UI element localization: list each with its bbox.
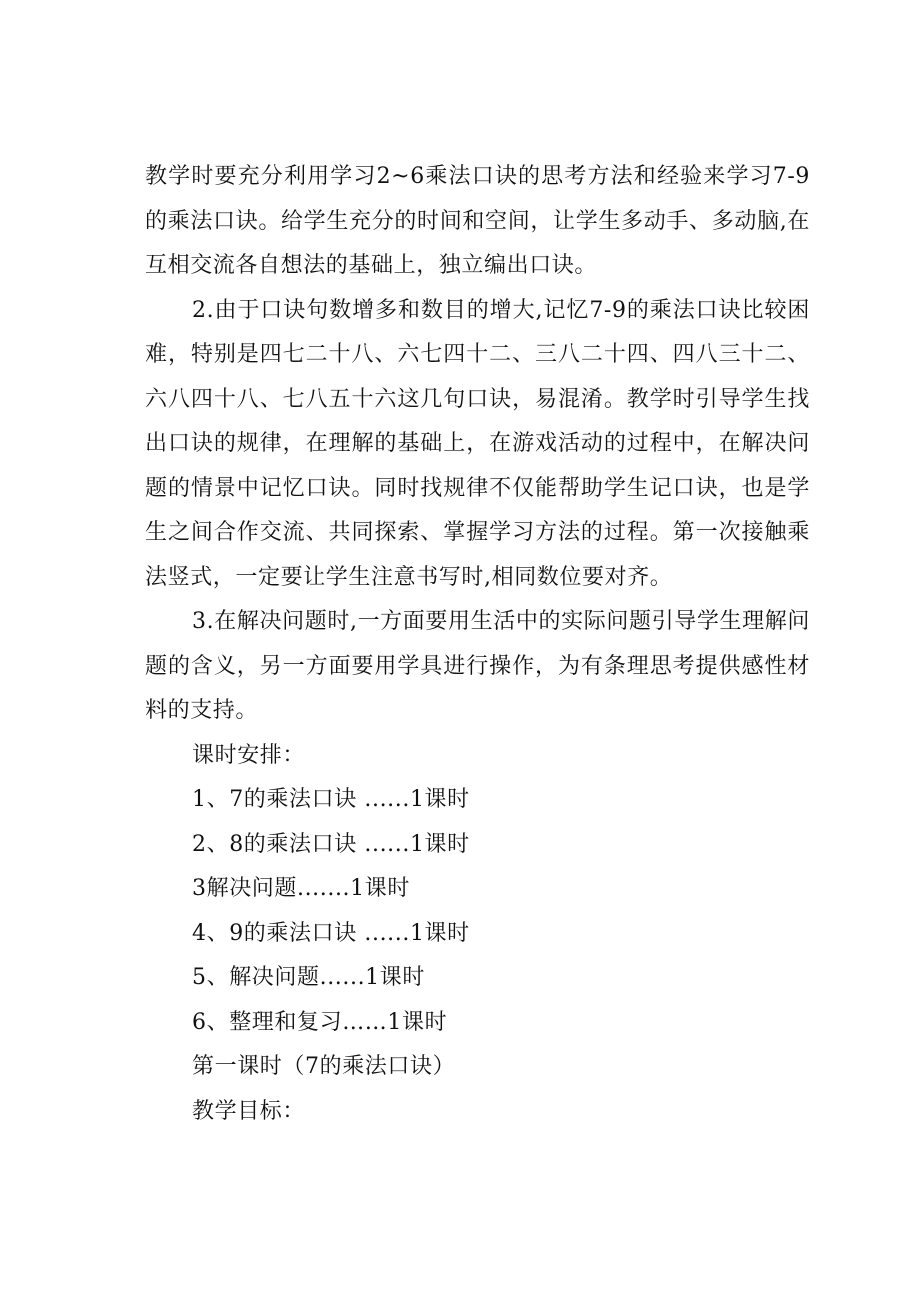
schedule-heading: 课时安排：	[192, 742, 306, 768]
schedule-item: 6、整理和复习……1课时	[192, 1009, 448, 1035]
schedule-item: 1、7的乘法口诀 ......1课时	[192, 787, 470, 812]
lesson-title: 第一课时（7的乘法口诀）	[192, 1054, 456, 1079]
schedule-item: 2、8的乘法口诀 ......1课时	[192, 831, 470, 857]
paragraph-problem-solving: 3.在解决问题时,一方面要用生活中的实际问题引导学生理解问题的含义，另一方面要用学具进行操作，为有条理思考提供感性材料的支持。	[145, 609, 810, 723]
schedule-item: 4、9的乘法口诀 ......1课时	[192, 920, 470, 946]
schedule-section	[145, 734, 810, 1135]
goals-heading: 教学目标：	[192, 1098, 306, 1124]
paragraph-teaching-method: 教学时要充分利用学习2~6乘法口诀的思考方法和经验来学习7-9的乘法口诀。给学生充分的时间和空间，让学生多动手、多动脑,在互相交流各自想法的基础上，独立编出口诀。	[145, 164, 810, 278]
paragraph-memorization: 2.由于口诀句数增多和数目的增大,记忆7-9的乘法口诀比较困难，特别是四七二十八、六七四十二、三八二十四、四八三十二、六八四十八、七八五十六这几句口诀，易混淆。教学时引导学生找出口诀的规律，在理解的基础上，在游戏活动的过程中，在解决问题的情景中记忆口诀。同时找规律不仅能帮助学生记口诀，也是学生之间合作交流、共同探索、掌握学习方法的过程。第一次接触乘法竖式，一定要让学生注意书写时,相同数位要对齐。	[145, 297, 810, 590]
schedule-item: 3解决问题.......1课时	[192, 876, 410, 901]
document-body	[145, 155, 810, 1134]
schedule-item: 5、解决问题......1课时	[192, 965, 425, 990]
